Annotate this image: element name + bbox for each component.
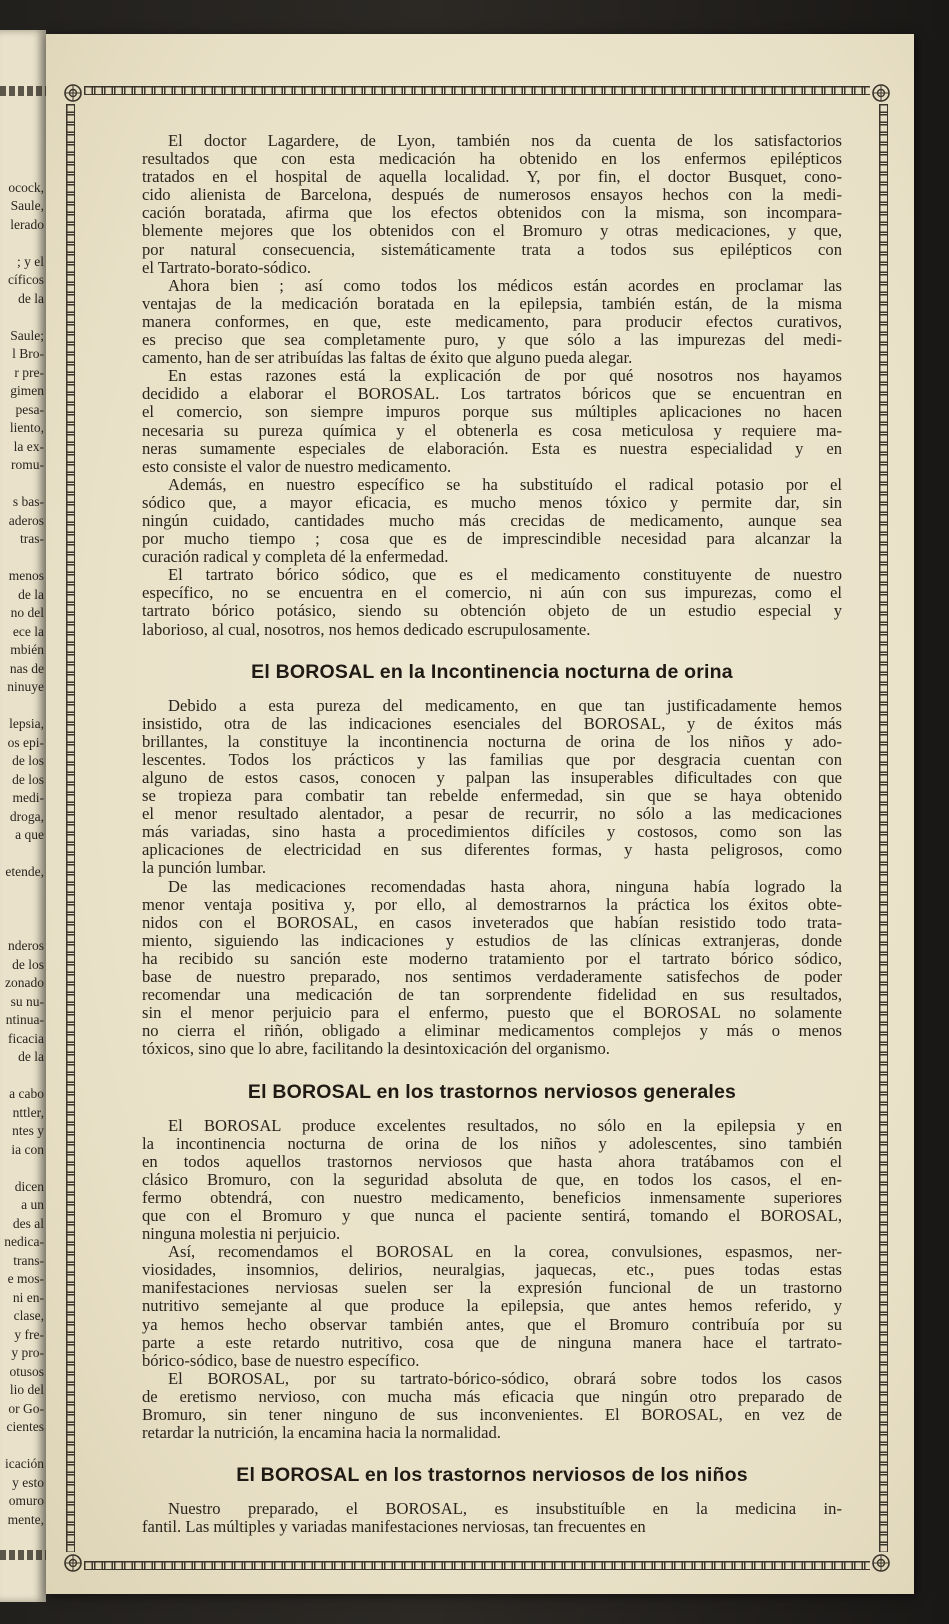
- previous-page-line: Saule;: [10, 327, 44, 343]
- previous-page-line: trans-: [13, 1252, 44, 1268]
- document-page: [46, 34, 914, 1594]
- text-line: se tropieza para combatir tan rebelde enfermedad, sin que se haya obtenido: [142, 786, 842, 806]
- previous-page-line: [0, 308, 44, 327]
- previous-page-line: a cabo: [9, 1086, 44, 1101]
- paragraph: [142, 1117, 842, 1244]
- previous-page-line: [0, 1067, 44, 1086]
- previous-page-line: romu-: [11, 457, 44, 472]
- previous-page-line: [0, 1159, 44, 1178]
- previous-page-line: [0, 882, 44, 901]
- text-line: por natural consecuencia, sistemáticamente trata a todos sus epilépticos con: [142, 239, 842, 259]
- previous-page-line: de la: [18, 290, 44, 306]
- previous-page-line: ntinua-: [5, 1012, 44, 1027]
- text-line: ninguna molestia ni perjuicio.: [142, 1224, 341, 1244]
- previous-page-line: [0, 900, 44, 919]
- previous-page-line: [0, 475, 44, 494]
- text-line: necesaria su pureza química y el obtenerla es cosa meticulosa y requiere ma-: [142, 420, 842, 440]
- text-line: Además, en nuestro específico se ha substituído el radical potasio por el: [168, 474, 842, 494]
- text-line: miento, siguiendo las indicaciones y estudios de las clínicas extranjeras, donde: [142, 930, 842, 950]
- text-line: el Tartrato-borato-sódico.: [142, 257, 312, 277]
- paragraph: [142, 878, 842, 1059]
- text-line: fantil. Las múltiples y variadas manifestaciones nerviosas, tan frecuentes en: [142, 1517, 646, 1537]
- previous-page-line: ia con: [11, 1141, 44, 1157]
- text-line: esto consiste el valor de nuestro medicamento.: [142, 456, 452, 476]
- previous-page-line: ntes y: [12, 1123, 44, 1138]
- border-top: [84, 86, 870, 95]
- previous-page-line: lio del: [9, 1382, 44, 1397]
- previous-page-line: gimen: [10, 383, 44, 398]
- text-line: ya hemos hecho observar también antes, que el Bromuro contribuía por su: [142, 1314, 842, 1334]
- text-line: cación boratada, afirma que los efectos obtenidos con la misma, son incompara-: [142, 203, 842, 223]
- previous-page-line: zonado: [5, 975, 44, 990]
- corner-ornament-icon: [62, 1552, 84, 1574]
- text-line: blemente mejores que los obtenidos con el Bromuro y otras medicaciones, y que,: [142, 221, 842, 241]
- paragraph: [142, 367, 842, 476]
- previous-page-border-bottom: [0, 1550, 46, 1560]
- text-line: más variadas, sino hasta a procedimientos difíciles y costosos, como son las: [142, 822, 842, 842]
- previous-page-line: y fre-: [14, 1326, 44, 1342]
- text-line: tóxicos, sino que lo abre, facilitando la desintoxicación del organismo.: [142, 1039, 610, 1059]
- previous-page-line: y esto: [12, 1474, 44, 1490]
- previous-page-line: nedica-: [4, 1234, 44, 1249]
- text-line: laborioso, al cual, nosotros, nos hemos dedicado escrupulosamente.: [142, 619, 591, 639]
- previous-page-line: [0, 845, 44, 864]
- previous-page-line: otusos: [9, 1363, 44, 1379]
- previous-page-line: [0, 697, 44, 716]
- text-line: viosidades, insomnios, delirios, neuralgias, jaquecas, etc., pues todas estas: [142, 1260, 842, 1280]
- previous-page-line: de los: [12, 771, 44, 787]
- text-line: clásico Bromuro, con la seguridad absoluta de que, en todos los casos, el en-: [142, 1169, 842, 1189]
- previous-page-line: r pre-: [14, 364, 44, 380]
- previous-page-line: os epi-: [7, 734, 44, 750]
- text-line: Nuestro preparado, el BOROSAL, es insubstituíble en la medicina in-: [168, 1499, 842, 1519]
- previous-page-line: etende,: [5, 864, 44, 879]
- previous-page-line: y pro-: [11, 1345, 44, 1360]
- previous-page-line: nas de: [9, 660, 44, 676]
- text-line: El BOROSAL produce excelentes resultados, no sólo en la epilepsia y en: [168, 1115, 842, 1135]
- previous-page-line: [0, 549, 44, 568]
- previous-page-line: menos: [8, 568, 44, 583]
- text-line: en todos aquellos trastornos nerviosos que hasta ahora tratábamos con el: [142, 1151, 842, 1171]
- text-line: de eretismo nervioso, con mucha más eficacia que ningún otro preparado de: [142, 1386, 842, 1406]
- previous-page-line: mbién: [10, 642, 44, 657]
- children-nervous-section: [142, 1500, 842, 1536]
- text-line: tartrato bórico potásico, siendo su obtención objeto de un estudio especial y: [142, 601, 842, 621]
- text-line: menor ventaja positiva y, por ello, al demostrarnos la práctica los éxitos obte-: [142, 894, 842, 914]
- paragraph: [142, 277, 842, 367]
- text-line: bórico-sódico, base de nuestro específico.: [142, 1350, 420, 1370]
- previous-page-line: ninuye: [7, 679, 44, 694]
- text-line: curación radical y completa dé la enfermedad.: [142, 547, 449, 567]
- previous-page-line: lerado: [10, 216, 44, 232]
- general-nervous-section: [142, 1117, 842, 1443]
- text-line: la punción lumbar.: [142, 858, 266, 878]
- previous-page-line: de los: [12, 753, 44, 768]
- previous-page-text: [0, 160, 44, 1529]
- paragraph: [142, 1370, 842, 1442]
- text-line: En estas razones está la explicación de por qué nosotros nos hayamos: [168, 366, 842, 386]
- previous-page-line: nderos: [8, 938, 44, 953]
- previous-page-line: icación: [5, 1456, 44, 1471]
- section-heading-incontinence: El BOROSAL en la Incontinencia nocturna de orina: [251, 660, 733, 683]
- text-line: sin el menor perjuicio para el enfermo, puesto que el BOROSAL no solamente: [142, 1003, 842, 1023]
- text-line: camento, han de ser atribuídas las faltas de éxito que alguno pueda alegar.: [142, 348, 633, 368]
- paragraph: [142, 476, 842, 566]
- text-line: fermo obtendrá, con nuestro medicamento, beneficios inmensamente superiores: [142, 1187, 842, 1207]
- previous-page-line: liento,: [9, 420, 44, 435]
- text-line: ha recibido su sanción este moderno tratamiento por el tartrato bórico sódico,: [142, 948, 842, 968]
- text-line: aplicaciones de electricidad en sus diferentes formas, y hasta peligrosos, como: [142, 840, 842, 860]
- previous-page-line: droga,: [9, 808, 44, 824]
- article-body: [142, 132, 842, 1536]
- previous-page-line: ni en-: [12, 1289, 44, 1305]
- text-line: manifestaciones nerviosas suelen ser la expresión funcional de un trastorno: [142, 1278, 842, 1298]
- previous-page-line: omuro: [8, 1493, 44, 1508]
- incontinence-section: [142, 697, 842, 1059]
- text-line: ningún cuidado, cantidades mucho más crecidas de medicamento, aunque sea: [142, 510, 842, 530]
- previous-page-line: de los: [12, 956, 44, 972]
- text-line: manera conformes, en que, este medicamento, para producir efectos curativos,: [142, 311, 842, 331]
- previous-page-line: tras-: [20, 531, 44, 546]
- paragraph: [142, 697, 842, 878]
- previous-page-line: su nu-: [10, 993, 44, 1009]
- previous-page-line: [0, 919, 44, 938]
- corner-ornament-icon: [62, 82, 84, 104]
- text-line: brillantes, la constituye la incontinencia nocturna de orina de los niños y ado-: [142, 731, 842, 751]
- text-line: Bromuro, sin tener ninguno de sus inconvenientes. El BOROSAL, en vez de: [142, 1405, 842, 1424]
- text-line: Debido a esta pureza del medicamento, en que tan justificadamente hemos: [168, 695, 842, 715]
- text-line: tratados en el hospital de aquella localidad. Y, por fin, el doctor Busquet, cono-: [142, 167, 842, 187]
- text-line: insistido, otra de las indicaciones esenciales del BOROSAL, y de éxitos más: [142, 713, 842, 733]
- text-line: recomendar una medicación de tan sorprendente fidelidad en sus resultados,: [142, 985, 842, 1005]
- text-line: es preciso que sea completamente puro, y que sólo a las impurezas del medi-: [142, 330, 842, 350]
- corner-ornament-icon: [870, 82, 892, 104]
- previous-page-line: la ex-: [13, 438, 44, 454]
- border-left: [66, 104, 75, 1552]
- previous-page-line: mente,: [7, 1511, 44, 1527]
- text-line: nidos con el BOROSAL, en casos inveterados que habían resistido todo trata-: [142, 912, 842, 932]
- text-line: El BOROSAL, por su tartrato-bórico-sódico, obrará sobre todos los casos: [168, 1368, 842, 1388]
- previous-page-line: a que: [15, 827, 44, 842]
- text-line: De las medicaciones recomendadas hasta ahora, ninguna había logrado la: [168, 876, 842, 896]
- paragraph: [142, 1243, 842, 1370]
- previous-page-line: medi-: [12, 790, 44, 805]
- section-heading-children-nervous: El BOROSAL en los trastornos nerviosos de los niños: [236, 1464, 748, 1487]
- text-line: específico, no se encuentra en el comercio, ni aún con sus impurezas, como el: [142, 583, 842, 603]
- previous-page-line: [0, 160, 44, 179]
- text-line: ventajas de la medicación boratada en la epilepsia, también están, de la misma: [142, 293, 842, 313]
- text-line: Así, recomendamos el BOROSAL en la corea, convulsiones, espasmos, ner-: [168, 1242, 842, 1262]
- text-line: base de nuestro preparado, nos sentimos verdaderamente satisfechos de poder: [142, 967, 842, 987]
- previous-page-edge: [0, 30, 46, 1602]
- text-line: sódico que, a mayor eficacia, es mucho menos tóxico y permite dar, sin: [142, 492, 842, 512]
- previous-page-line: nttler,: [12, 1104, 44, 1120]
- previous-page-line: Saule,: [10, 198, 44, 213]
- previous-page-line: e mos-: [7, 1271, 44, 1286]
- paragraph: [142, 566, 842, 638]
- previous-page-line: l Bro-: [12, 346, 44, 361]
- previous-page-line: aderos: [8, 512, 44, 528]
- previous-page-line: cientes: [6, 1419, 44, 1434]
- text-line: El doctor Lagardere, de Lyon, también nos da cuenta de los satisfactorios: [168, 131, 842, 150]
- text-line: neras sumamente especiales de elaboración. Esta es nuestra especialidad y en: [142, 438, 842, 458]
- text-line: que con el Bromuro y que nunca el paciente sentirá, tomando el BOROSAL,: [142, 1205, 842, 1225]
- intro-section: [142, 132, 842, 639]
- previous-page-line: des al: [12, 1215, 44, 1231]
- previous-page-line: dicen: [14, 1178, 44, 1194]
- previous-page-line: a un: [21, 1197, 44, 1212]
- previous-page-line: ocock,: [8, 179, 44, 195]
- previous-page-line: ; y el: [17, 253, 44, 269]
- text-line: El tartrato bórico sódico, que es el medicamento constituyente de nuestro: [168, 565, 842, 585]
- text-line: la incontinencia nocturna de orina de los niños y adolescentes, sino también: [142, 1133, 842, 1153]
- section-heading-general-nervous: El BOROSAL en los trastornos nerviosos generales: [247, 1080, 737, 1103]
- text-line: el comercio, son siempre impuros porque sus múltiples aplicaciones no hacen: [142, 402, 842, 422]
- previous-page-line: s bas-: [12, 494, 44, 509]
- previous-page-line: lepsia,: [9, 716, 44, 731]
- text-line: resultados que con esta medicación ha obtenido en los enfermos epilépticos: [142, 149, 842, 169]
- border-right: [879, 104, 888, 1552]
- text-line: alguno de estos casos, conocen y palpan las insuperables dificultades con que: [142, 768, 842, 787]
- border-bottom: [84, 1561, 870, 1570]
- paragraph: [142, 1500, 842, 1536]
- text-line: Ahora bien ; así como todos los médicos están acordes en proclamar las: [168, 275, 842, 295]
- previous-page-line: de la: [18, 1049, 44, 1064]
- previous-page-line: or Go-: [8, 1400, 44, 1416]
- text-line: parte a este retardo nutritivo, cosa que de ninguna manera hace el tartrato-: [142, 1332, 842, 1352]
- text-line: por mucho tiempo ; cosa que es de imprescindible necesidad para alcanzar la: [142, 529, 842, 549]
- text-line: decidido a elaborar el BOROSAL. Los tartratos bóricos que se encuentran en: [142, 384, 842, 404]
- text-line: lescentes. Todos los prácticos y las familias que por desgracia cuentan con: [142, 749, 842, 769]
- text-line: nutritivo semejante al que produce la epilepsia, que antes hemos referido, y: [142, 1296, 842, 1316]
- text-line: no cierra el riñón, obligado a eliminar medicamentos complejos y más o menos: [142, 1021, 842, 1041]
- previous-page-line: [0, 234, 44, 253]
- text-line: el menor resultado alentador, a pesar de recurrir, no sólo a las medicaciones: [142, 804, 842, 824]
- previous-page-line: de la: [18, 586, 44, 602]
- previous-page-line: clase,: [13, 1308, 44, 1323]
- previous-page-line: pesa-: [15, 401, 44, 417]
- text-line: cido alienista de Barcelona, después de numerosos ensayos hechos con la medi-: [142, 185, 842, 205]
- previous-page-line: [0, 1437, 44, 1456]
- previous-page-line: ece la: [12, 623, 44, 639]
- previous-page-border-top: [0, 86, 46, 96]
- previous-page-line: no del: [10, 605, 44, 620]
- text-line: retardar la nutrición, la encamina hacia la normalidad.: [142, 1423, 501, 1443]
- previous-page-line: ficacia: [8, 1030, 44, 1046]
- paragraph: [142, 132, 842, 277]
- corner-ornament-icon: [870, 1552, 892, 1574]
- previous-page-line: cíficos: [8, 272, 44, 287]
